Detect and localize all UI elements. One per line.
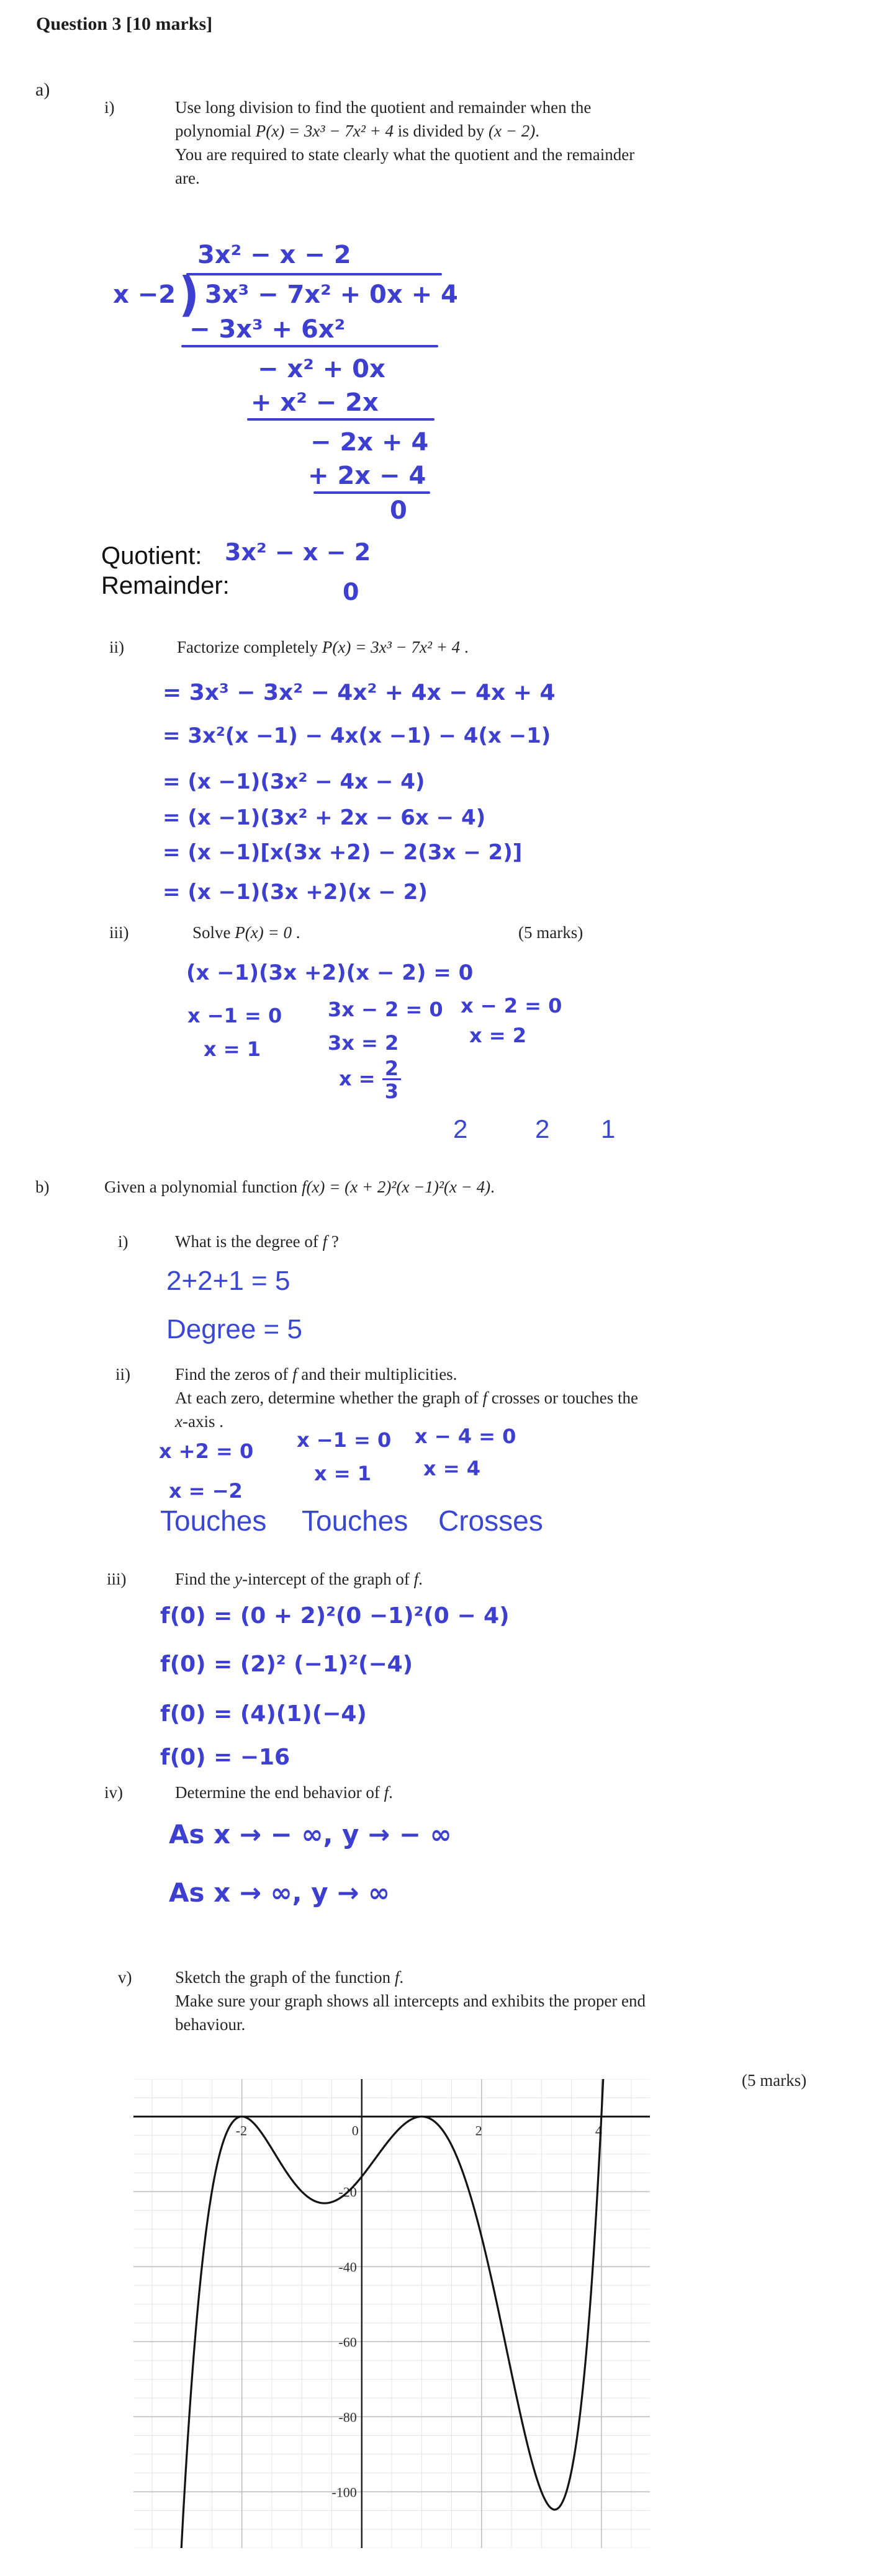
b-iv-end: . [389, 1783, 393, 1802]
b-v-end: . [399, 1968, 404, 1987]
b-iii-pre: Find the [175, 1570, 235, 1588]
y-intercept-line-2: f(0) = (2)² (−1)²(−4) [160, 1652, 413, 1677]
zero2-equation: x −1 = 0 [297, 1428, 392, 1452]
end-behavior-line-1: As x → − ∞, y → − ∞ [169, 1819, 452, 1849]
svg-text:-80: -80 [338, 2409, 357, 2425]
quotient-label: Quotient: [101, 542, 202, 570]
fraction-numerator: 2 [384, 1057, 399, 1080]
b-iii-math1: y [235, 1570, 242, 1588]
b-iii-math2: f [413, 1570, 419, 1588]
division-rule-2 [247, 418, 435, 421]
degree-answer: Degree = 5 [166, 1314, 302, 1344]
division-step1: − 3x³ + 6x² [189, 315, 346, 344]
factor-step-5: = (x −1)[x(3x +2) − 2(3x − 2)] [163, 840, 523, 865]
ii-prompt-math: P(x) = 3x³ − 7x² + 4 [322, 638, 461, 656]
part-b-iv-prompt [175, 1783, 393, 1802]
zero1-equation: x +2 = 0 [159, 1439, 254, 1463]
verdict-2: Touches [302, 1505, 408, 1537]
part-b-iv-number: iv) [104, 1783, 123, 1802]
y-intercept-line-3: f(0) = (4)(1)(−4) [160, 1701, 367, 1727]
svg-text:0: 0 [351, 2122, 359, 2139]
multiplicity-note-3: 1 [601, 1114, 616, 1143]
b-ii-p1-pre: Find the zeros of [175, 1365, 292, 1384]
svg-text:2: 2 [475, 2122, 482, 2139]
b-v-math: f [394, 1968, 400, 1987]
zero2-solution: x = 1 [314, 1462, 371, 1485]
part-b-ii-prompt1 [175, 1365, 457, 1384]
division-quotient-row: 3x² − x − 2 [197, 241, 351, 269]
b-iii-mid: -intercept of the graph of [242, 1570, 414, 1588]
part-a-i-number: i) [104, 98, 115, 117]
part-a-label: a) [35, 79, 50, 100]
division-step5: + 2x − 4 [308, 462, 426, 490]
part-b-v-prompt1 [175, 1968, 403, 1987]
b-intro-end: . [490, 1178, 495, 1196]
part-a-i-line4: are. [175, 169, 200, 187]
solve-equation: (x −1)(3x +2)(x − 2) = 0 [186, 960, 474, 985]
verdict-1: Touches [160, 1505, 267, 1537]
b-ii-p1-end: and their multiplicities. [297, 1365, 457, 1384]
ii-prompt-end: . [460, 638, 469, 656]
fraction-two-thirds [382, 1058, 401, 1101]
iii-prompt-math: P(x) = 0 [235, 923, 292, 942]
part-b-i-prompt [175, 1232, 339, 1251]
part-b-ii-prompt2 [175, 1389, 638, 1408]
b-iii-end: . [418, 1570, 423, 1588]
b-ii-p2-math: f [482, 1389, 488, 1407]
division-bracket-topline [186, 273, 442, 275]
multiplicity-note-1: 2 [453, 1114, 468, 1143]
solve-col2-row2: 3x = 2 [328, 1031, 399, 1055]
part-b-iii-number: iii) [107, 1570, 127, 1588]
division-step4: − 2x + 4 [310, 428, 429, 457]
solve-col1-row1: x −1 = 0 [187, 1004, 282, 1027]
part-a-ii-prompt [177, 638, 469, 657]
b-intro-math: f(x) = (x + 2)²(x −1)²(x − 4) [301, 1178, 491, 1196]
part-b-v-marks: (5 marks) [742, 2071, 807, 2090]
part-b-v-prompt2: Make sure your graph shows all intercepts and exhibits the proper end [175, 1992, 646, 2010]
fraction-pre: x = [339, 1067, 376, 1091]
y-intercept-line-1: f(0) = (0 + 2)²(0 −1)²(0 − 4) [160, 1603, 510, 1629]
division-bracket-glyph: ) [179, 266, 199, 322]
part-b-v-prompt3: behaviour. [175, 2015, 246, 2034]
line2-math2: (x − 2) [489, 122, 536, 140]
part-b-i-number: i) [118, 1232, 128, 1251]
part-a-ii-number: ii) [109, 638, 124, 656]
quotient-value: 3x² − x − 2 [225, 539, 371, 566]
factor-step-1: = 3x³ − 3x² − 4x² + 4x − 4x + 4 [163, 680, 556, 705]
b-ii-p2-pre: At each zero, determine whether the graph of [175, 1389, 483, 1407]
part-a-iii-prompt [192, 923, 300, 942]
b-ii-p3-math: x [175, 1412, 182, 1431]
svg-text:-100: -100 [331, 2484, 357, 2500]
solve-col3-row2: x = 2 [469, 1024, 526, 1047]
svg-text:-40: -40 [338, 2259, 357, 2275]
solve-col2-row1: 3x − 2 = 0 [328, 998, 443, 1021]
factor-step-4: = (x −1)(3x² + 2x − 6x − 4) [163, 805, 486, 830]
remainder-value: 0 [343, 578, 359, 606]
degree-work: 2+2+1 = 5 [166, 1266, 291, 1296]
b-intro-pre: Given a polynomial function [104, 1178, 302, 1196]
division-rule-3 [313, 491, 430, 494]
question-title: Question 3 [10 marks] [36, 14, 213, 34]
division-rule-1 [181, 345, 438, 347]
fraction-denominator: 3 [382, 1078, 401, 1101]
line2-math: P(x) = 3x³ − 7x² + 4 [255, 122, 394, 140]
ii-prompt-pre: Factorize completely [177, 638, 322, 656]
b-iv-math: f [384, 1783, 389, 1802]
svg-text:-2: -2 [235, 2122, 248, 2139]
factor-step-6: = (x −1)(3x +2)(x − 2) [163, 880, 428, 905]
b-i-end: ? [327, 1232, 339, 1251]
part-b-v-number: v) [118, 1968, 132, 1987]
remainder-label: Remainder: [101, 572, 230, 599]
b-ii-p2-end: crosses or touches the [487, 1389, 638, 1407]
b-v-pre: Sketch the graph of the function [175, 1968, 395, 1987]
b-ii-p1-math: f [292, 1365, 297, 1384]
line2-mid: is divided by [394, 122, 489, 140]
division-step2: − x² + 0x [258, 355, 385, 383]
division-dividend: 3x³ − 7x² + 0x + 4 [205, 280, 458, 309]
zero1-solution: x = −2 [169, 1479, 243, 1503]
iii-prompt-end: . [291, 923, 300, 942]
function-graph [133, 2079, 650, 2548]
part-a-iii-number: iii) [109, 923, 129, 942]
zero3-solution: x = 4 [423, 1457, 480, 1480]
factor-step-2: = 3x²(x −1) − 4x(x −1) − 4(x −1) [163, 723, 551, 748]
b-ii-p3-end: -axis . [182, 1412, 223, 1431]
svg-text:-20: -20 [338, 2184, 357, 2200]
solve-col1-row2: x = 1 [204, 1037, 261, 1061]
graph-canvas [133, 2079, 650, 2548]
verdict-3: Crosses [438, 1505, 543, 1537]
part-a-i-line1: Use long division to find the quotient and remainder when the [175, 98, 592, 117]
b-i-math: f [322, 1232, 328, 1251]
division-step3: + x² − 2x [251, 388, 379, 417]
part-b-ii-number: ii) [115, 1365, 130, 1384]
y-intercept-line-4: f(0) = −16 [160, 1745, 291, 1770]
line2-end: . [535, 122, 539, 140]
solve-col2-fraction [339, 1058, 401, 1101]
end-behavior-line-2: As x → ∞, y → ∞ [169, 1877, 390, 1908]
iii-prompt-pre: Solve [192, 923, 235, 942]
division-result: 0 [390, 496, 407, 525]
part-b-label: b) [35, 1178, 50, 1196]
part-b-ii-prompt3 [175, 1412, 223, 1431]
multiplicity-note-2: 2 [535, 1114, 550, 1143]
zero3-equation: x − 4 = 0 [415, 1424, 516, 1448]
svg-text:-60: -60 [338, 2334, 357, 2350]
part-a-i-line2 [175, 122, 539, 141]
part-a-i-line3: You are required to state clearly what the quotient and the remainder [175, 145, 635, 164]
division-divisor: x −2 [113, 280, 176, 309]
part-b-intro [104, 1178, 495, 1197]
b-iv-pre: Determine the end behavior of [175, 1783, 384, 1802]
svg-text:4: 4 [595, 2122, 602, 2139]
factor-step-3: = (x −1)(3x² − 4x − 4) [163, 769, 425, 794]
b-i-pre: What is the degree of [175, 1232, 323, 1251]
line2-pre: polynomial [175, 122, 256, 140]
solve-col3-row1: x − 2 = 0 [461, 994, 562, 1017]
part-a-iii-marks: (5 marks) [518, 923, 583, 942]
part-b-iii-prompt [175, 1570, 423, 1589]
